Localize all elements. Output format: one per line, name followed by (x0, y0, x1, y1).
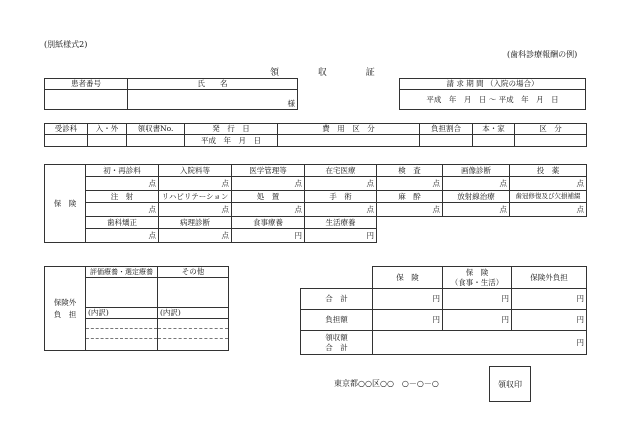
visit-dept-cell[interactable] (45, 135, 88, 147)
patient-table (44, 78, 298, 110)
ins-value-cell[interactable]: 点 (86, 229, 159, 243)
totals-table (300, 266, 587, 355)
ins-header-hospitalization: 入院料等 (159, 165, 232, 177)
visit-issue-date-cell[interactable]: 平成 年 月 日 (185, 135, 278, 147)
ins-value-cell[interactable]: 点 (232, 203, 305, 217)
totals-row-received-line1: 領収額 (325, 332, 348, 342)
ins-header-exam: 検 査 (377, 165, 443, 177)
ins-value-cell[interactable]: 点 (377, 177, 443, 191)
ins-header-home-care: 在宅医療 (305, 165, 377, 177)
visit-category-cell[interactable] (515, 135, 587, 147)
visit-header-inout: 入・外 (88, 124, 127, 135)
ins-header-initial: 初・再診料 (86, 165, 159, 177)
visit-header-category: 区 分 (515, 124, 587, 135)
totals-value-cell[interactable]: 円 (443, 310, 512, 331)
totals-header-insurance-meal (443, 267, 512, 289)
visit-burden-ratio-cell[interactable] (420, 135, 473, 147)
visit-cost-category-cell[interactable] (278, 135, 420, 147)
totals-row-burden-label: 負担額 (301, 310, 373, 331)
non-ins-breakdown-other: (内訳) (158, 308, 229, 319)
name-cell[interactable] (128, 90, 298, 110)
visit-header-burden-ratio: 負担割合 (420, 124, 473, 135)
patient-no-cell[interactable] (45, 90, 128, 110)
totals-header-insurance-meal-line2: （食事・生活） (450, 277, 504, 287)
totals-value-cell[interactable]: 円 (512, 310, 587, 331)
form-label: (別紙様式2) (44, 40, 88, 49)
visit-table (44, 123, 587, 147)
visit-header-receipt-no: 領収書No. (127, 124, 185, 135)
ins-value-cell[interactable]: 点 (377, 203, 443, 217)
visit-inout-cell[interactable] (88, 135, 127, 147)
honorific: 様 (287, 98, 295, 108)
non-ins-other-cell[interactable] (158, 278, 229, 308)
ins-value-cell[interactable]: 円 (305, 229, 377, 243)
ins-header-imaging: 画像診断 (443, 165, 510, 177)
non-ins-breakdown-line[interactable] (86, 319, 158, 329)
non-ins-breakdown-line (158, 349, 229, 351)
totals-value-cell[interactable]: 円 (512, 289, 587, 310)
ins-header-pathology: 病理診断 (159, 217, 232, 229)
non-ins-breakdown-evaluation: (内訳) (86, 308, 158, 319)
ins-value-cell[interactable]: 点 (510, 177, 587, 191)
non-insurance-label-2: 負 担 (53, 309, 77, 319)
ins-header-rehab: リハビリテーション (159, 191, 232, 203)
totals-corner (301, 267, 373, 289)
non-insurance-label-1: 保険外 (53, 297, 77, 307)
ins-header-medication: 投 薬 (510, 165, 587, 177)
receipt-stamp-box[interactable] (489, 366, 531, 402)
example-label: (歯科診療報酬の例) (507, 50, 578, 59)
period-table (399, 78, 586, 110)
non-ins-breakdown-line[interactable] (86, 339, 158, 349)
totals-header-insurance: 保 険 (373, 267, 443, 289)
ins-header-meal: 食事療養 (232, 217, 305, 229)
non-ins-breakdown-line (86, 349, 158, 351)
totals-received-value-cell[interactable]: 円 (373, 331, 587, 355)
ins-value-cell[interactable]: 点 (443, 203, 510, 217)
visit-header-dept: 受診科 (45, 124, 88, 135)
ins-value-cell[interactable]: 点 (443, 177, 510, 191)
ins-value-cell[interactable]: 点 (159, 229, 232, 243)
visit-header-cost-category: 費 用 区 分 (278, 124, 420, 135)
totals-value-cell[interactable]: 円 (373, 310, 443, 331)
non-ins-header-evaluation: 評価療養・選定療養 (86, 267, 158, 278)
ins-header-orthodontics: 歯科矯正 (86, 217, 159, 229)
ins-value-cell[interactable]: 点 (86, 203, 159, 217)
ins-value-cell[interactable]: 点 (159, 177, 232, 191)
ins-header-surgery: 手 術 (305, 191, 377, 203)
ins-value-cell[interactable]: 点 (305, 203, 377, 217)
visit-receipt-no-cell[interactable] (127, 135, 185, 147)
totals-value-cell[interactable]: 円 (443, 289, 512, 310)
insurance-section-label: 保 険 (45, 165, 86, 243)
ins-header-crown: 歯冠修復及び欠損補綴 (510, 191, 587, 203)
non-insurance-table (44, 266, 229, 351)
ins-value-cell[interactable]: 点 (159, 203, 232, 217)
non-ins-header-other: その他 (158, 267, 229, 278)
ins-value-cell[interactable]: 点 (305, 177, 377, 191)
non-ins-breakdown-line[interactable] (158, 339, 229, 349)
insurance-table (44, 164, 587, 243)
period-value[interactable]: 平成 年 月 日 ～ 平成 年 月 日 (400, 90, 586, 110)
non-ins-breakdown-line[interactable] (158, 329, 229, 339)
ins-header-injection: 注 射 (86, 191, 159, 203)
ins-value-cell[interactable]: 点 (510, 203, 587, 217)
totals-value-cell[interactable]: 円 (373, 289, 443, 310)
ins-header-anesthesia: 麻 酔 (377, 191, 443, 203)
footer-address: 東京都○○区○○ ○－○－○ (334, 379, 439, 388)
period-header: 請 求 期 間 （入院の場合） (400, 79, 586, 90)
non-ins-evaluation-cell[interactable] (86, 278, 158, 308)
ins-header-management: 医学管理等 (232, 165, 305, 177)
totals-row-received-label (301, 331, 373, 355)
page-title: 領 収 証 (270, 68, 393, 78)
non-insurance-section-label (45, 267, 86, 351)
totals-header-insurance-meal-line1: 保 険 (465, 267, 489, 277)
ins-header-treatment: 処 置 (232, 191, 305, 203)
totals-row-total-label: 合 計 (301, 289, 373, 310)
totals-header-non-insurance: 保険外負担 (512, 267, 587, 289)
ins-value-cell[interactable]: 点 (86, 177, 159, 191)
name-header: 氏 名 (128, 79, 298, 90)
patient-no-header: 患者番号 (45, 79, 128, 90)
visit-header-main-family: 本・家 (473, 124, 515, 135)
ins-header-living: 生活療養 (305, 217, 377, 229)
totals-row-received-line2: 合 計 (325, 342, 348, 352)
ins-header-radiation: 放射線治療 (443, 191, 510, 203)
non-ins-breakdown-line[interactable] (86, 329, 158, 339)
non-ins-breakdown-line[interactable] (158, 319, 229, 329)
visit-main-family-cell[interactable] (473, 135, 515, 147)
ins-value-cell[interactable]: 点 (232, 177, 305, 191)
ins-value-cell[interactable]: 円 (232, 229, 305, 243)
receipt-stamp-label: 領収印 (498, 379, 522, 389)
visit-header-issue-date: 発 行 日 (185, 124, 278, 135)
ins-empty-area (377, 217, 587, 243)
